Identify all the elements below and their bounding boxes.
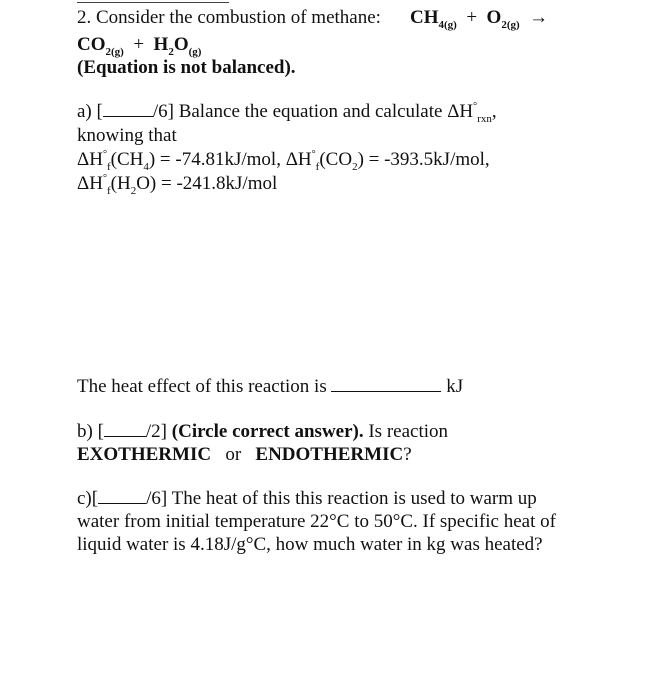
reactant-ch4: $CH_{4(g)}$ bbox=[410, 7, 457, 31]
part-a-line-2: knowing that bbox=[77, 125, 177, 146]
heat-effect-answer-blank[interactable] bbox=[331, 375, 441, 392]
part-b-score-blank[interactable] bbox=[104, 420, 146, 437]
part-c-label: c)[ bbox=[77, 488, 99, 509]
or-text: or bbox=[225, 444, 242, 465]
part-c-line-2: water from initial temperature 22°C to 50°C. If specific heat of bbox=[77, 511, 556, 532]
part-b-line-1 bbox=[77, 420, 448, 444]
part-a-score-blank[interactable] bbox=[103, 100, 153, 117]
plus-sign: + bbox=[466, 7, 478, 28]
enthalpy-line-1: $\Delta H^\circ_f(CH_4) = -74.81kJ/mol$, $\Delta H^\circ_f(CO_2) = -393.5kJ/mol$, bbox=[77, 149, 490, 173]
part-a-line-1: a) [ /6] Balance the equation and calculate $\Delta H^\circ_{rxn}$, bbox=[77, 101, 497, 125]
option-exothermic[interactable]: EXOTHERMIC bbox=[77, 444, 212, 465]
question-intro: Consider the combustion of methane: bbox=[96, 7, 381, 28]
heat-effect-unit: kJ bbox=[446, 376, 464, 397]
top-rule bbox=[77, 2, 229, 3]
equation-note: (Equation is not balanced). bbox=[77, 57, 296, 78]
part-c-score-blank[interactable] bbox=[98, 487, 146, 504]
part-b-label: b) [ bbox=[77, 421, 104, 442]
part-b-line-2: EXOTHERMIC or ENDOTHERMIC? bbox=[77, 444, 412, 465]
heat-effect-line bbox=[77, 375, 463, 399]
part-c-line-1: c)[ /6] The heat of this this reaction is used to warm up bbox=[77, 488, 537, 509]
part-a-points: /6] Balance the equation and calculate ΔH bbox=[152, 101, 474, 122]
reactant-o2: $O_{2(g)}$ bbox=[486, 7, 520, 31]
plus-sign: + bbox=[133, 34, 145, 55]
part-b-instruction: (Circle correct answer). bbox=[171, 421, 364, 442]
product-h2o: $H_2O_{(g)}$ bbox=[153, 34, 202, 58]
heat-effect-text: The heat effect of this reaction is bbox=[77, 376, 327, 397]
reaction-arrow: → bbox=[529, 7, 549, 28]
part-a-label: a) [ bbox=[77, 101, 103, 122]
product-co2: $CO_{2(g)}$ bbox=[77, 34, 124, 58]
part-b-points: /2] bbox=[145, 421, 168, 442]
question-number: 2. bbox=[77, 7, 92, 28]
products bbox=[77, 33, 201, 57]
part-c-line-3: liquid water is 4.18J/g°C, how much water in kg was heated? bbox=[77, 534, 543, 555]
part-b-question: Is reaction bbox=[368, 421, 449, 442]
reactants bbox=[410, 6, 548, 30]
enthalpy-line-2: $\Delta H^\circ_f(H_2O) = -241.8kJ/mol$ bbox=[77, 173, 278, 197]
option-endothermic[interactable]: ENDOTHERMIC bbox=[255, 444, 404, 465]
question-line-1 bbox=[77, 6, 381, 30]
